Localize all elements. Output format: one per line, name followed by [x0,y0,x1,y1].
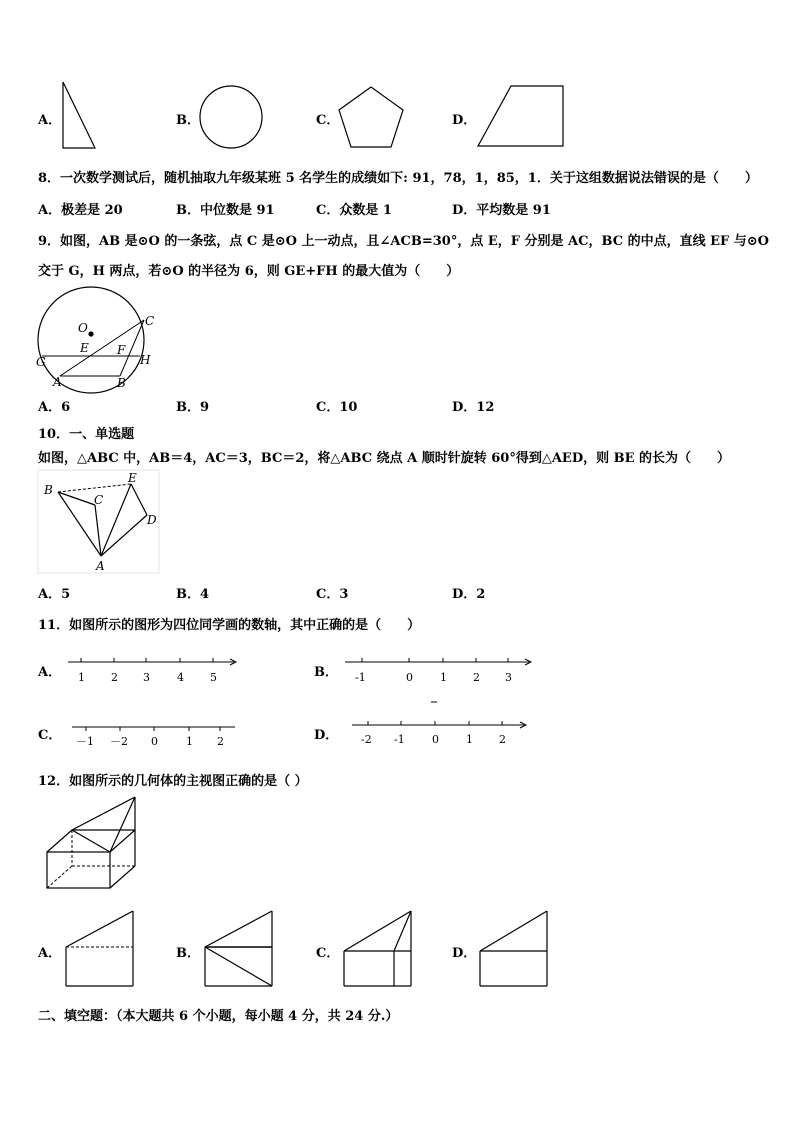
q12-stem: 12．如图所示的几何体的主视图正确的是（ ） [38,774,308,789]
q8-option-d: D．平均数是 91 [452,203,551,218]
q8-option-a: A．极差是 20 [38,203,123,218]
q9-stem-line2: 交于 G，H 两点，若⊙O 的半径为 6，则 GE+FH 的最大值为（ ） [38,264,460,279]
q12-option-a-figure [64,909,136,989]
q11-number-line-b [345,654,537,706]
q11-a-tick-1: 1 [78,671,85,684]
q7-option-b-label: B． [176,113,200,128]
q11-a-tick-5: 5 [210,671,217,684]
q8-option-b: B．中位数是 91 [176,203,275,218]
q7-option-a-label: A． [38,113,62,128]
q11-b-tick-5: 3 [505,671,512,684]
q11-a-tick-4: 4 [177,671,184,684]
q9-label-g: G [36,355,46,369]
q10-label-b: B [44,483,53,497]
q9-label-h: H [140,353,151,367]
q11-d-tick-1: -2 [361,733,372,746]
q11-d-tick-4: 1 [466,733,473,746]
q10-label-c: C [94,493,104,507]
q12-option-d-figure [478,909,550,989]
q11-option-b-label: B． [314,665,338,680]
q12-option-c-label: C． [316,946,340,961]
q7-right-triangle-figure [60,80,100,150]
q10-label-a: A [96,559,105,573]
q11-a-tick-2: 2 [111,671,118,684]
q9-circle-figure [34,290,158,394]
q9-option-d: D．12 [452,400,495,415]
q11-number-line-c [72,719,242,751]
q12-solid-figure [44,794,144,894]
q7-option-c-label: C． [316,113,340,128]
q9-option-a: A．6 [38,400,71,415]
q9-label-b: B [117,376,126,390]
q12-option-a-label: A． [38,946,62,961]
q11-b-tick-3: 1 [440,671,447,684]
q11-c-tick-4: 1 [186,735,193,748]
q11-d-tick-3: 0 [432,733,439,746]
q9-label-f: F [117,343,126,357]
q11-a-tick-3: 3 [143,671,150,684]
q11-c-tick-1: －1 [76,735,94,748]
q9-option-c: C．10 [316,400,358,415]
q10-option-a: A．5 [38,587,71,602]
q11-option-d-label: D． [314,728,339,743]
q11-stem: 11．如图所示的图形为四位同学画的数轴，其中正确的是（ ） [38,618,421,633]
q11-d-tick-2: -1 [394,733,405,746]
q7-circle-figure [198,84,266,152]
q11-b-tick-2: 0 [406,671,413,684]
section2-heading: 二、填空题：（本大题共 6 个小题，每小题 4 分，共 24 分.） [38,1009,399,1024]
q11-option-a-label: A． [38,665,62,680]
q11-number-line-d [352,717,532,749]
q9-option-b: B．9 [176,400,210,415]
q11-d-tick-5: 2 [499,733,506,746]
q9-label-o: O [78,321,88,335]
q10-option-c: C．3 [316,587,349,602]
q9-stem-line1: 9．如图，AB 是⊙O 的一条弦，点 C 是⊙O 上一动点，且∠ACB=30°，点 E，F 分别是 AC，BC 的中点，直线 EF 与⊙O [38,234,769,249]
q11-c-tick-2: －2 [110,735,128,748]
q11-c-tick-5: 2 [217,735,224,748]
q12-option-d-label: D． [452,946,477,961]
q11-b-tick-4: 2 [473,671,480,684]
q8-option-c: C．众数是 1 [316,203,392,218]
q7-pentagon-figure [335,84,407,150]
q11-c-tick-3: 0 [151,735,158,748]
q7-trapezoid-figure [476,84,568,148]
q10-rotation-figure [38,470,162,576]
q10-option-d: D．2 [452,587,486,602]
q11-number-line-a [68,654,243,686]
q10-option-b: B．4 [176,587,210,602]
q12-option-b-label: B． [176,946,200,961]
q7-option-d-label: D． [452,113,477,128]
q11-option-c-label: C． [38,728,62,743]
q8-stem: 8．一次数学测试后，随机抽取九年级某班 5 名学生的成绩如下: 91，78，1，85，1．关于这组数据说法错误的是（ ） [38,171,758,186]
q9-label-a: A [53,375,62,389]
q11-b-tick-1: -1 [355,671,366,684]
q10-label-d: D [147,513,157,527]
q9-label-e: E [80,341,89,355]
q10-stem: 如图，△ABC 中，AB＝4，AC＝3，BC＝2，将△ABC 绕点 A 顺时针旋转 60°得到△AED，则 BE 的长为（ ） [38,451,731,466]
q10-label-e: E [128,471,137,485]
q12-option-b-figure [203,909,275,989]
q12-option-c-figure [342,909,414,989]
q9-label-c: C [145,314,155,328]
q10-heading: 10．一、单选题 [38,427,135,442]
